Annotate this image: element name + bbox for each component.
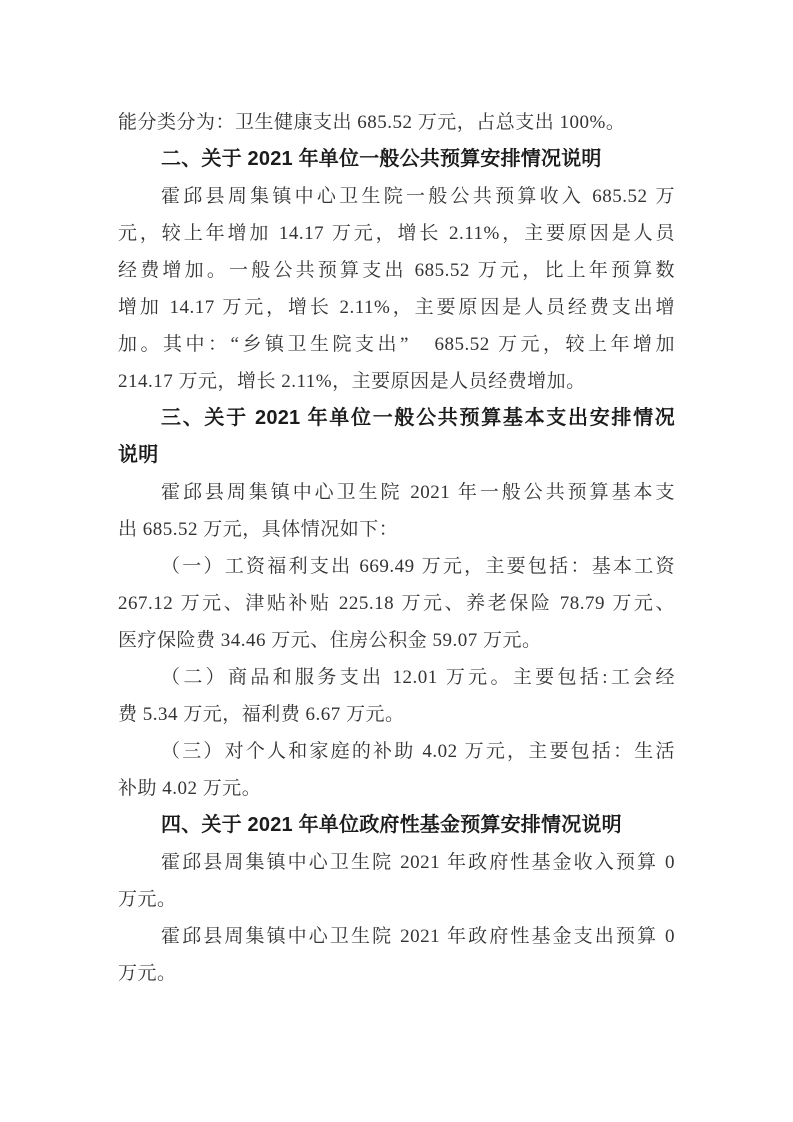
body-line: 万元。 <box>118 963 177 984</box>
body-line: 霍邱县周集镇中心卫生院 2021 年一般公共预算基本支 <box>161 482 675 503</box>
body-line: 补助 4.02 万元。 <box>118 778 262 799</box>
body-line: 出 685.52 万元，具体情况如下： <box>118 519 399 540</box>
body-line: 费 5.34 万元，福利费 6.67 万元。 <box>118 704 405 725</box>
body-line: 万元。 <box>118 889 177 910</box>
body-line: 增加 14.17 万元，增长 2.11%，主要原因是人员经费支出增 <box>118 297 675 318</box>
body-line: 医疗保险费 34.46 万元、住房公积金 59.07 万元。 <box>118 630 542 651</box>
paragraph-item-1-salary-welfare <box>118 548 675 659</box>
section-heading-2 <box>118 141 675 178</box>
section-heading-line: 二、关于 2021 年单位一般公共预算安排情况说明 <box>161 148 602 170</box>
body-line: （一）工资福利支出 669.49 万元，主要包括：基本工资 <box>161 556 675 577</box>
section-heading-line: 三、关于 2021 年单位一般公共预算基本支出安排情况 <box>161 407 675 429</box>
body-line: 元，较上年增加 14.17 万元，增长 2.11%，主要原因是人员 <box>118 223 675 244</box>
section-heading-4 <box>118 807 675 844</box>
section-heading-line: 四、关于 2021 年单位政府性基金预算安排情况说明 <box>161 814 622 836</box>
body-line: 霍邱县周集镇中心卫生院 2021 年政府性基金支出预算 0 <box>161 926 675 947</box>
paragraph-general-budget <box>118 178 675 400</box>
section-heading-3 <box>118 400 675 474</box>
paragraph-basic-expenditure <box>118 474 675 548</box>
body-line: （二）商品和服务支出 12.01 万元。主要包括:工会经 <box>161 667 675 688</box>
body-line: 加。其中：“乡镇卫生院支出” 685.52 万元，较上年增加 <box>118 334 675 355</box>
body-line: （三）对个人和家庭的补助 4.02 万元，主要包括：生活 <box>161 741 675 762</box>
body-line: 霍邱县周集镇中心卫生院一般公共预算收入 685.52 万 <box>161 186 675 207</box>
paragraph-gov-fund-expenditure <box>118 918 675 992</box>
paragraph-item-3-individual-subsidy <box>118 733 675 807</box>
body-line: 经费增加。一般公共预算支出 685.52 万元，比上年预算数 <box>118 260 675 281</box>
body-line: 霍邱县周集镇中心卫生院 2021 年政府性基金收入预算 0 <box>161 852 675 873</box>
section-heading-line: 说明 <box>118 444 159 466</box>
document-text-block <box>118 104 675 992</box>
body-line: 能分类分为：卫生健康支出 685.52 万元，占总支出 100%。 <box>118 112 626 133</box>
paragraph-gov-fund-income <box>118 844 675 918</box>
paragraph-continuation <box>118 104 675 141</box>
body-line: 214.17 万元，增长 2.11%，主要原因是人员经费增加。 <box>118 371 586 392</box>
paragraph-item-2-goods-services <box>118 659 675 733</box>
body-line: 267.12 万元、津贴补贴 225.18 万元、养老保险 78.79 万元、 <box>118 593 675 614</box>
